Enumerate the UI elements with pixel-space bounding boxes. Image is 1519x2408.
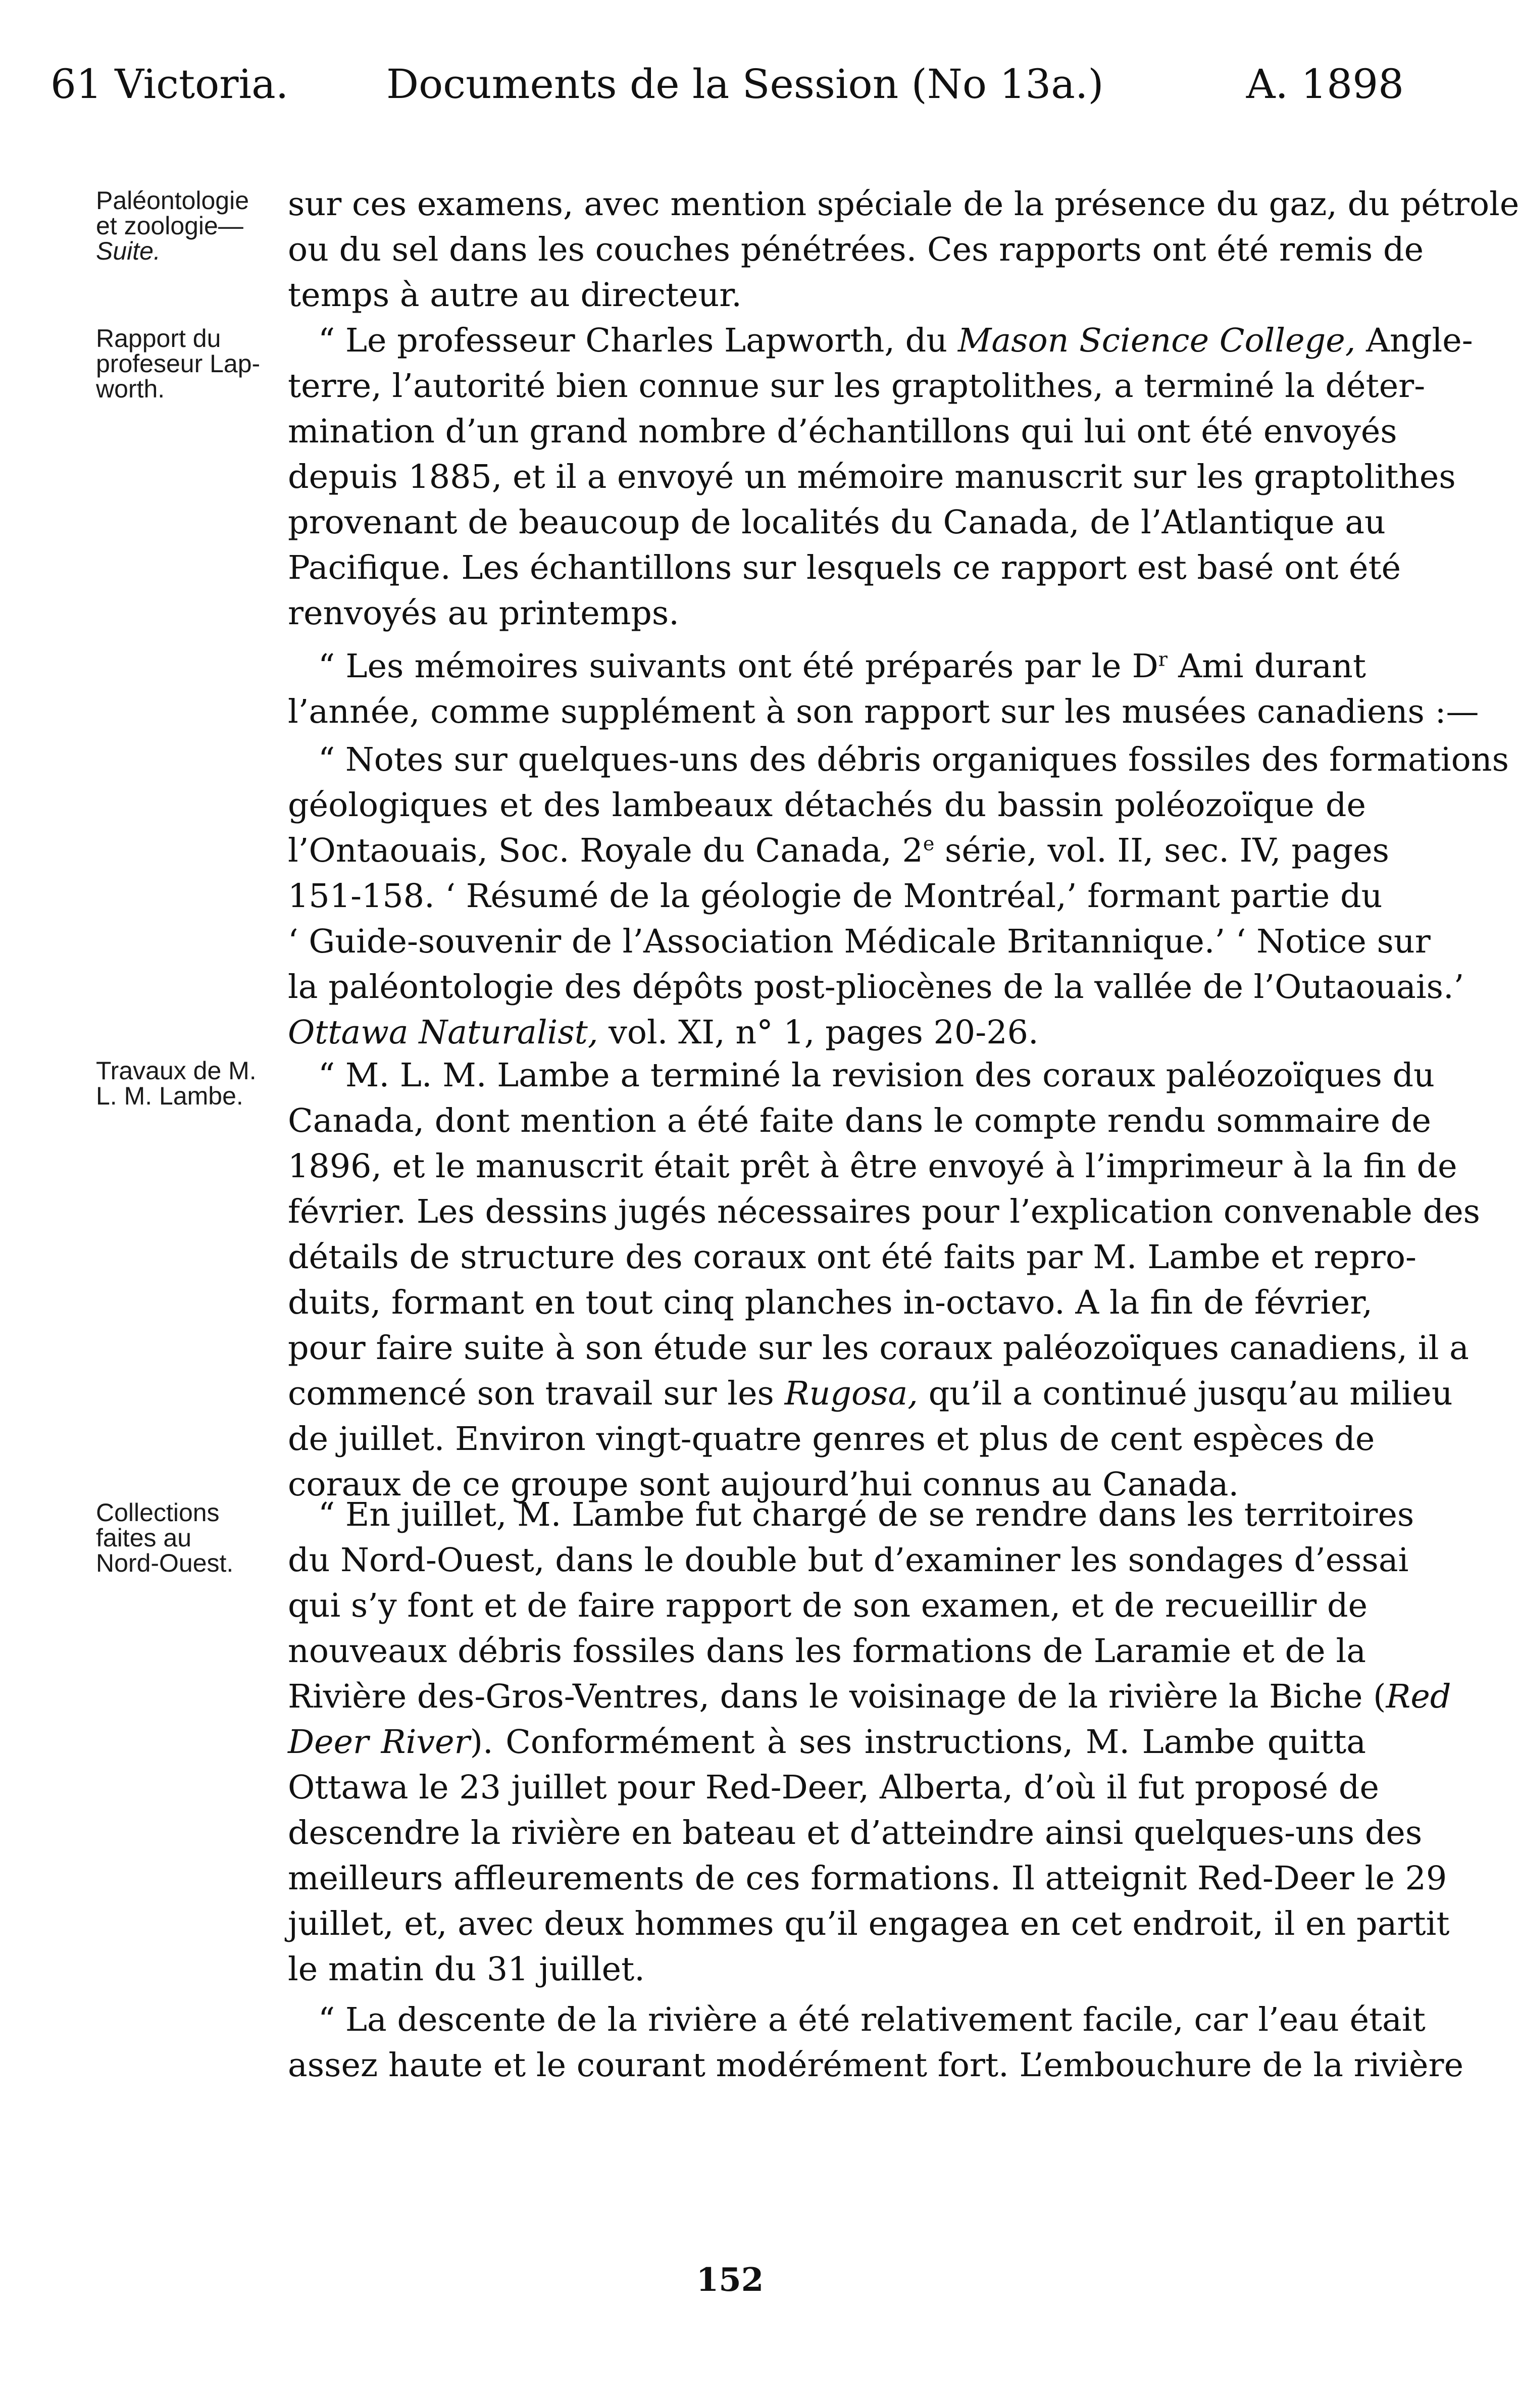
sidenote-rapport-lapworth: Rapport du profeseur Lap- worth.	[96, 324, 261, 403]
page-number: 152	[696, 2261, 764, 2299]
header-session: 61 Victoria.	[50, 61, 289, 108]
paragraph-7: “ La descente de la rivière a été relativement facile, car l’eau était assez haute et le courant modérément fort. L’embouchure de la rivière	[288, 2001, 1464, 2084]
sidenote-travaux-lambe: Travaux de M. L. M. Lambe.	[96, 1057, 257, 1110]
sidenote-paleontologie: Paléontologie et zoologie— Suite.	[96, 186, 249, 265]
header-year: A. 1898	[1246, 61, 1404, 108]
paragraph-2: “ Le professeur Charles Lapworth, du Mason Science College, Angle- terre, l’autorité bien connue sur les graptolithes, a terminé la déter- mination d’un grand nombre d’échantillons qui lui ont été envoyés depuis 1885, et il a envoyé un mémoire manuscrit sur les graptolithes provenant de beaucoup de localités du Canada, de l’Atlantique au Pacifique. Les échantillons sur lesquels ce rapport est basé ont été renvoyés au printemps.	[288, 322, 1473, 632]
running-header	[50, 57, 1404, 112]
sidenote-collections: Collections faites au Nord-Ouest.	[96, 1498, 234, 1577]
paragraph-1: sur ces examens, avec mention spéciale de la présence du gaz, du pétrole ou du sel dans les couches pénétrées. Ces rapports ont été remis de temps à autre au directeur.	[288, 185, 1519, 314]
paragraph-5: “ M. L. M. Lambe a terminé la revision des coraux paléozoïques du Canada, dont mention a été faite dans le compte rendu sommaire de 1896, et le manuscrit était prêt à être envoyé à l’imprimeur à la fin de février. Les dessins jugés nécessaires pour l’explication convenable des détails de structure des coraux ont été faits par M. Lambe et repro- duits, formant en tout cinq planches in-octavo. A la fin de février, pour faire suite à son étude sur les coraux paléozoïques canadiens, il a commencé son travail sur les Rugosa, qu’il a continué jusqu’au milieu de juillet. Environ vingt-quatre genres et plus de cent espèces de coraux de ce groupe sont aujourd’hui connus au Canada.	[288, 1057, 1481, 1503]
paragraph-3: “ Les mémoires suivants ont été préparés par le $D^r$ Ami durant l’année, comme supplément à son rapport sur les musées canadiens :—	[288, 647, 1479, 731]
paragraph-6: “ En juillet, M. Lambe fut chargé de se rendre dans les territoires du Nord-Ouest, dans le double but d’examiner les sondages d’essai qui s’y font et de faire rapport de son examen, et de recueillir de nouveaux débris fossiles dans les formations de Laramie et de la Rivière des-Gros-Ventres, dans le voisinage de la rivière la Biche (Red Deer River). Conformément à ses instructions, M. Lambe quitta Ottawa le 23 juillet pour Red-Deer, Alberta, d’où il fut proposé de descendre la rivière en bateau et d’atteindre ainsi quelques-uns des meilleurs affleurements de ces formations. Il atteignit Red-Deer le 29 juillet, et, avec deux hommes qu’il engagea en cet endroit, il en partit le matin du 31 juillet.	[288, 1496, 1451, 1988]
paragraph-4: “ Notes sur quelques-uns des débris organiques fossiles des formations géologiques et des lambeaux détachés du bassin poléozoïque de l’Ontaouais, Soc. Royale du Canada, 2e série, vol. II, sec. IV, pages 151-158. ‘ Résumé de la géologie de Montréal,’ formant partie du ‘ Guide-souvenir de l’Association Médicale Britannique.’ ‘ Notice sur la paléontologie des dépôts post-pliocènes de la vallée de l’Outaouais.’ Ottawa Naturalist, vol. XI, n° 1, pages 20-26.	[288, 741, 1509, 1051]
header-title: Documents de la Session (No 13a.)	[386, 61, 1104, 108]
